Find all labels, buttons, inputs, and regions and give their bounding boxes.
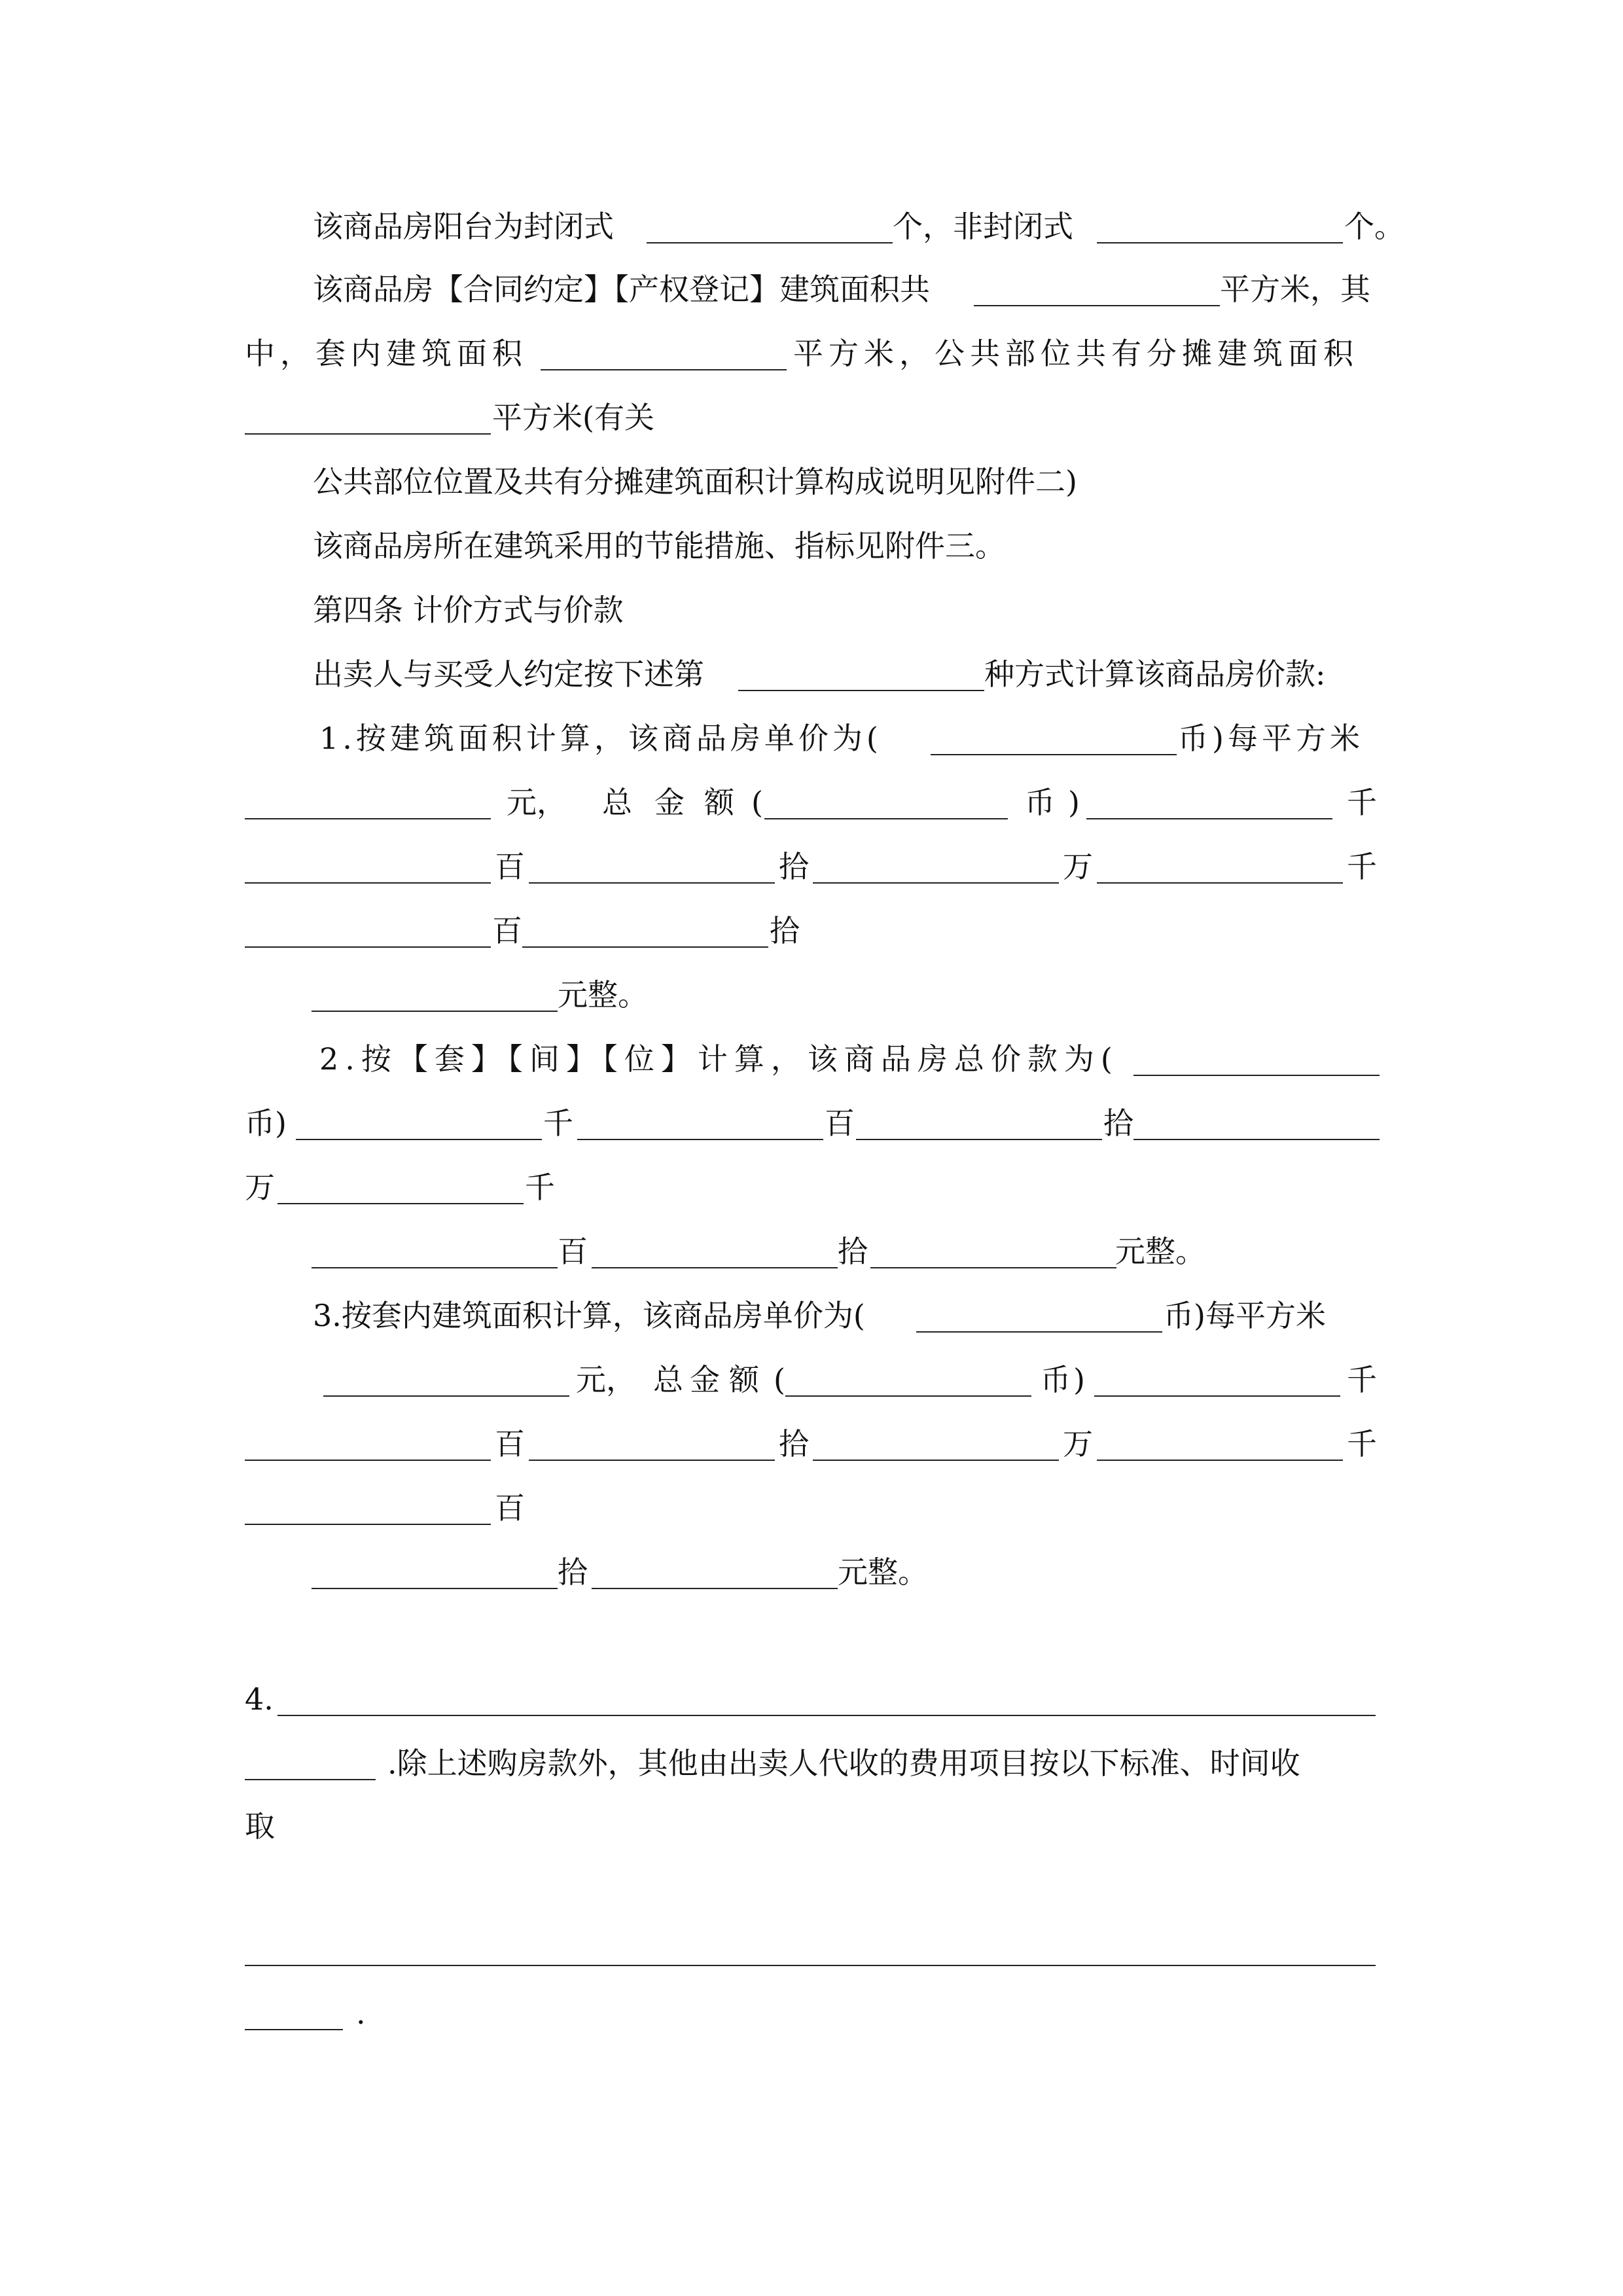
- text-segment: 元整。: [1115, 1234, 1205, 1269]
- fill-blank[interactable]: [1097, 1460, 1343, 1461]
- fill-blank[interactable]: [529, 1460, 775, 1461]
- text-segment: 元整。: [838, 1554, 928, 1590]
- text-segment: 1.按建筑面积计算，该商品房单价为(: [319, 721, 882, 756]
- text-segment: 拾: [838, 1234, 868, 1269]
- fill-blank[interactable]: [245, 1460, 491, 1461]
- text-segment: 拾: [770, 913, 800, 948]
- text-line: [0, 1490, 1623, 1526]
- text-segment: 出卖人与买受人约定按下述第: [313, 656, 704, 692]
- text-segment: 该商品房【合同约定】【产权登记】建筑面积共: [313, 272, 930, 307]
- fill-blank[interactable]: [577, 1139, 823, 1140]
- text-segment: 拾: [779, 849, 809, 884]
- text-line: [0, 528, 1623, 564]
- text-segment: 额: [704, 785, 734, 820]
- text-segment: 万: [1063, 1426, 1093, 1462]
- text-segment: 中，套内建筑面积: [245, 336, 527, 371]
- fill-blank[interactable]: [592, 1267, 838, 1268]
- text-segment: 取: [245, 1808, 275, 1844]
- fill-blank[interactable]: [541, 369, 787, 370]
- text-segment: 千: [1347, 1362, 1377, 1397]
- text-segment: 百: [495, 849, 525, 884]
- text-segment: 币): [245, 1105, 287, 1141]
- text-segment: 元整。: [558, 977, 648, 1013]
- text-segment: 平方米(有关: [492, 400, 654, 435]
- fill-blank[interactable]: [647, 242, 893, 243]
- text-segment: 千: [1347, 1426, 1377, 1462]
- text-segment: 2.按【套】【间】【位】计算，该商品房总价款为(: [319, 1041, 1119, 1077]
- text-segment: 千: [543, 1105, 573, 1141]
- text-segment: 金: [654, 785, 685, 820]
- text-segment: 总: [653, 1362, 683, 1397]
- fill-blank[interactable]: [974, 305, 1220, 306]
- text-line: [0, 271, 1623, 308]
- text-segment: 千: [525, 1170, 555, 1205]
- text-segment: 币: [1025, 785, 1055, 820]
- text-segment: 币: [1041, 1362, 1071, 1397]
- text-line: [0, 977, 1623, 1013]
- text-line: [0, 1426, 1623, 1462]
- text-segment: 额: [729, 1362, 759, 1397]
- text-segment: 元，: [507, 785, 567, 820]
- text-line: [0, 1105, 1623, 1141]
- fill-blank[interactable]: [529, 882, 775, 884]
- text-segment: 千: [1347, 849, 1377, 884]
- fill-blank[interactable]: [931, 754, 1177, 755]
- fill-blank[interactable]: [813, 882, 1059, 884]
- text-segment: 种方式计算该商品房价款:: [984, 656, 1326, 692]
- fill-blank[interactable]: [245, 2029, 343, 2030]
- fill-blank[interactable]: [1097, 242, 1343, 243]
- text-line: [0, 1233, 1623, 1270]
- fill-blank[interactable]: [245, 882, 491, 884]
- text-segment: 币)每平方米: [1178, 721, 1364, 756]
- text-line: [0, 208, 1623, 245]
- fill-blank[interactable]: [870, 1267, 1116, 1268]
- text-line: [0, 1041, 1623, 1077]
- text-segment: 币)每平方米: [1164, 1298, 1326, 1333]
- text-line: [0, 1745, 1623, 1782]
- text-segment: (: [751, 785, 763, 820]
- text-segment: 百: [495, 1490, 525, 1526]
- text-line: [0, 1297, 1623, 1334]
- text-segment: 百: [495, 1426, 525, 1462]
- fill-blank[interactable]: [245, 433, 491, 435]
- text-line: [0, 720, 1623, 757]
- text-segment: ): [1068, 785, 1080, 820]
- fill-blank[interactable]: [916, 1331, 1162, 1333]
- fill-blank[interactable]: [277, 1203, 524, 1204]
- fill-blank[interactable]: [856, 1139, 1102, 1140]
- text-segment: 平方米，公共部位共有分摊建筑面积: [793, 336, 1359, 371]
- fill-blank[interactable]: [1133, 1139, 1380, 1140]
- text-line: [0, 1361, 1623, 1398]
- fill-blank[interactable]: [245, 1779, 376, 1780]
- fill-blank[interactable]: [1097, 882, 1343, 884]
- text-segment: 元，: [576, 1362, 636, 1397]
- fill-blank[interactable]: [323, 1395, 569, 1397]
- text-segment: 公共部位位置及共有分摊建筑面积计算构成说明见附件二): [313, 464, 1077, 499]
- text-segment: 万: [245, 1170, 275, 1205]
- fill-blank[interactable]: [312, 1267, 558, 1268]
- section-heading: [0, 592, 1623, 628]
- fill-blank[interactable]: [245, 1524, 491, 1525]
- text-segment: 平方米，其: [1220, 272, 1370, 307]
- fill-blank[interactable]: [764, 818, 1008, 819]
- text-line: [0, 784, 1623, 821]
- text-segment: 总: [602, 785, 632, 820]
- fill-blank[interactable]: [296, 1139, 542, 1140]
- text-line: [0, 912, 1623, 949]
- text-segment: .: [356, 1996, 366, 2031]
- text-segment: ): [1073, 1362, 1085, 1397]
- text-segment: 个。: [1344, 209, 1404, 244]
- text-segment: 拾: [1103, 1105, 1133, 1141]
- text-segment: .除上述购房款外，其他由出卖人代收的费用项目按以下标准、时间收: [387, 1746, 1300, 1781]
- fill-blank[interactable]: [738, 690, 984, 691]
- text-line: [0, 1554, 1623, 1590]
- text-segment: 4.: [245, 1681, 274, 1717]
- fill-blank[interactable]: [1086, 818, 1332, 819]
- text-segment: 金: [690, 1362, 720, 1397]
- text-segment: 万: [1063, 849, 1093, 884]
- fill-blank[interactable]: [1094, 1395, 1340, 1397]
- text-segment: 该商品房所在建筑采用的节能措施、指标见附件三。: [313, 528, 1005, 564]
- text-line: [0, 848, 1623, 885]
- fill-blank[interactable]: [522, 946, 768, 948]
- text-segment: 百: [492, 913, 522, 948]
- text-line: [0, 1931, 1623, 1967]
- text-segment: 千: [1347, 785, 1377, 820]
- text-line: [0, 1995, 1623, 2032]
- text-segment: 个，非封闭式: [893, 209, 1073, 244]
- fill-blank[interactable]: [245, 946, 491, 948]
- text-segment: 百: [558, 1234, 588, 1269]
- text-segment: 拾: [558, 1554, 588, 1590]
- text-segment: 百: [825, 1105, 855, 1141]
- fill-blank[interactable]: [813, 1460, 1059, 1461]
- fill-blank[interactable]: [312, 1011, 558, 1012]
- text-line: [0, 399, 1623, 436]
- text-line: [0, 463, 1623, 500]
- text-line: [0, 335, 1623, 372]
- fill-blank[interactable]: [785, 1395, 1031, 1397]
- text-segment: 第四条 计价方式与价款: [313, 592, 624, 628]
- text-segment: 该商品房阳台为封闭式: [313, 209, 614, 244]
- text-segment: 3.按套内建筑面积计算，该商品房单价为(: [313, 1298, 865, 1333]
- fill-blank[interactable]: [245, 818, 491, 819]
- text-segment: (: [774, 1362, 785, 1397]
- text-line: [0, 1808, 1623, 1844]
- text-line: [0, 1169, 1623, 1206]
- fill-blank[interactable]: [312, 1588, 558, 1589]
- fill-blank[interactable]: [592, 1588, 838, 1589]
- text-segment: 拾: [779, 1426, 809, 1462]
- fill-blank[interactable]: [245, 1965, 1376, 1966]
- text-line: [0, 1681, 1623, 1717]
- text-line: [0, 656, 1623, 692]
- fill-blank[interactable]: [1133, 1075, 1380, 1076]
- fill-blank[interactable]: [277, 1715, 1376, 1716]
